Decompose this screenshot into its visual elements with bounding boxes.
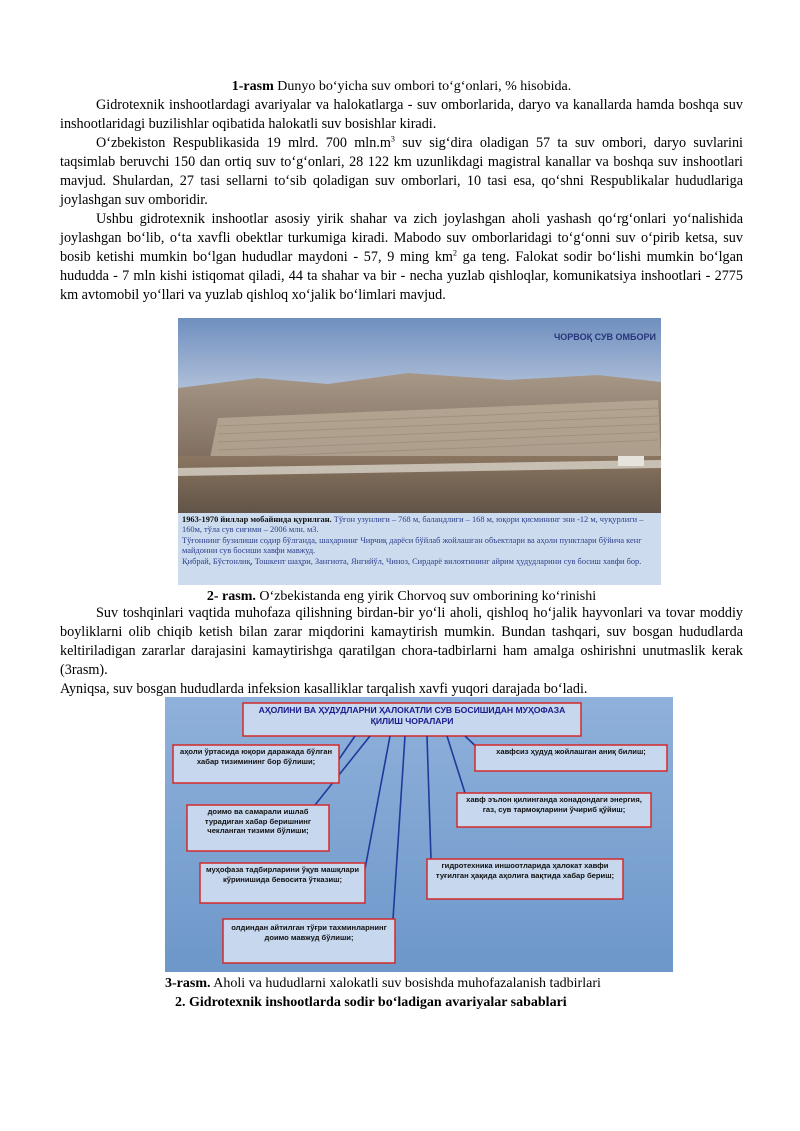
middle-text-block [60, 604, 743, 699]
section-heading: 2. Gidrotexnik inshootlarda sodir bo‘ladigan avariyalar sabablari [175, 995, 567, 1010]
paragraph-infeksion: Ayniqsa, suv bosgan hududlarda infeksion kasalliklar tarqalish xavfi yuqori darajada bo‘ladi. [60, 681, 588, 697]
paragraph-uzbekiston-a: O‘zbekiston Respublikasida 19 mlrd. 700 mln.m [96, 135, 391, 151]
chorvoq-photo [178, 318, 661, 585]
diagram-box-left-3-text: муҳофаза тадбирларини ўқув машқлари кўринишида бевосита ўтказиш; [205, 865, 360, 884]
figure1-text: Dunyo bo‘yicha suv ombori to‘g‘onlari, % hisobida. [273, 79, 572, 94]
paragraph-inshootlar-b: ga teng. Falokat sodir bo‘lishi mumkin bo‘lgan hududda - 7 mln kishi istiqomat qiladi, 44 ta shahar va bir - necha yuzlab qishloqlar, komunikatsiya inshootlari - 2775 km avtomobil yo‘llari va yuzlab qishloq xo‘jalik bo‘limlari mavjud. [60, 249, 743, 303]
paragraph-inshootlar-a: Ushbu gidrotexnik inshootlar asosiy yirik shahar va zich joylashgan aholi yashash qo‘rg‘onlari yo‘nalishida joylashgan bo‘lib, o‘ta xavfli obektlar turkumiga kiradi. Mabodo suv omborlaridagi to‘g‘onni suv o‘pirib ketsa, suv bosib ketishi mumkin bo‘lgan hududlar maydoni - 57, 9 ming km [60, 211, 743, 265]
figure3-text: Aholi va hududlarni xalokatli suv bosishda muhofazalanish tadbirlari [210, 976, 601, 991]
photo-caption [182, 515, 658, 567]
figure2-text: O‘zbekistanda eng yirik Chorvoq suv omborining ko‘rinishi [255, 589, 597, 604]
diagram-box-left-2-text: доимо ва самарали ишлаб турадиган хабар беришнинг чекланган тизими бўлиши; [204, 807, 312, 836]
diagram-box-left-1-text: аҳоли ўртасида юқори даражада бўлган хабар тизимининг бор бўлиши; [179, 747, 333, 766]
photo-caption-bold: 1963-1970 йиллар мобайнида қурилган. [182, 515, 332, 524]
diagram-box-right-1-text: хавфсиз ҳудуд жойлашган аниқ билиш; [496, 747, 646, 756]
paragraph-inshootlar [60, 210, 743, 305]
square-superscript: 2 [452, 248, 457, 258]
paragraph-uzbekiston [60, 134, 743, 210]
diagram-box-left-4-text: олдиндан айтилган тўғри тахминларнинг доимо мавжуд бўлиши; [231, 923, 387, 942]
protection-measures-diagram [165, 697, 673, 972]
paragraph-toshqin: Suv toshqinlari vaqtida muhofaza qilishning birdan-bir yo‘li aholi, qishloq ho‘jalik hayvonlari va tovar moddiy boyliklarni olib chiqib ketish bilan zarar miqdorini kamaytirish mumkin. Bundan tashqari, suv bosgan hududlarda keltiriladigan zararlar darajasini kamaytirishga qaratilgan chora-tadbirlarni ham amalga oshirishni unutmaslik kerak (3rasm). [60, 605, 743, 678]
photo-title: ЧОРВОҚ СУВ ОМБОРИ [553, 332, 656, 342]
photo-caption-line-2: Тўғоннинг бузилиши содир бўлганда, шаҳарнинг Чирчиқ дарёси бўйлаб жойлашган объектлари ва аҳоли пунктлари бўйича кенг майдонни сув босиши хавфи мавжуд. [182, 535, 642, 556]
diagram-title: АҲОЛИНИ ВА ҲУДУДЛАРНИ ҲАЛОКАТЛИ СУВ БОСИШИДАН МУҲОФАЗА ҚИЛИШ ЧОРАЛАРИ [258, 705, 566, 726]
cubic-superscript: 3 [390, 134, 395, 144]
figure1-label: 1-rasm [231, 79, 274, 94]
diagram-box-right-2-text: хавф эълон қилинганда хонадондаги энергия, газ, сув тармоқларини ўчириб қўйиш; [466, 795, 642, 814]
top-text-block [60, 78, 743, 305]
figure3-label: 3-rasm. [165, 976, 211, 991]
paragraph-uzbekiston-b: suv sig‘dira oladigan 57 ta suv ombori, daryo suvlarini taqsimlab beruvchi 150 dan ortiq suv to‘g‘onlari, 28 122 km uzunlikdagi magistral kanallar va boshqa suv inshootlari mavjud. Shulardan, 27 tasi sellarni to‘sib qoladigan suv omborlari, 10 tasi esa, qo‘shni Respublikalar hududlariga joylashgan suv omboridir. [60, 135, 743, 208]
figure2-label: 2- rasm. [206, 589, 256, 604]
paragraph-avariyalar: Gidrotexnik inshootlardagi avariyalar va halokatlarga - suv omborlarida, daryo va kanallarda hamda boshqa suv inshootlaridagi buzilishlar oqibatida halokatli suv bosishlar kiradi. [60, 97, 743, 132]
photo-caption-line-1: Тўғон узунлиги – 768 м, баландлиги – 168 м, юқори қисмининг эни -12 м, чуқурлиги – 160м, тўла сув сиғими – 2006 млн. м3. [182, 515, 644, 535]
figure1-caption [60, 78, 743, 96]
photo-caption-line-3: Қибрай, Бўстонлиқ, Тошкент шаҳри, Зангиота, Янгийўл, Чиноз, Сирдарё вилоятининг айрим ҳудудларини сув босиш хавфи бор. [182, 556, 642, 566]
figure3-caption [165, 975, 601, 993]
diagram-box-right-3-text: гидротехника иншоотларида ҳалокат хавфи туғилган ҳақида аҳолига вақтида хабар бериш; [435, 861, 615, 880]
